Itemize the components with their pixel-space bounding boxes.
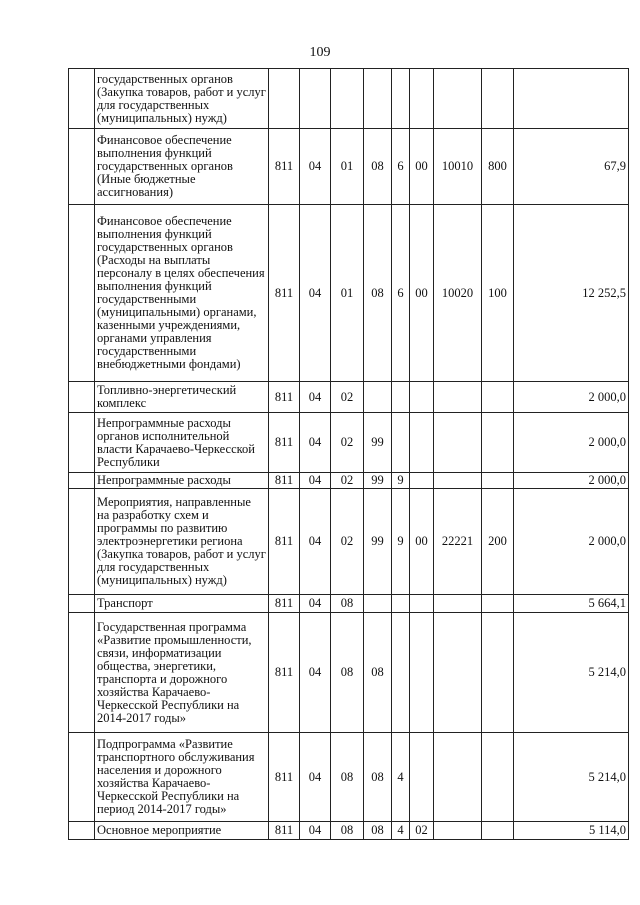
blank-cell [69, 129, 95, 205]
direction-code-cell [434, 613, 482, 733]
subprogram-code-cell [392, 382, 410, 413]
subprogram-code-cell [392, 613, 410, 733]
subprogram-code-cell: 9 [392, 473, 410, 489]
program-code-cell [364, 382, 392, 413]
program-code-cell: 08 [364, 822, 392, 840]
table-row [69, 733, 629, 822]
item-name-cell: Мероприятия, направленные на разработку схем и программы по развитию электроэнергетики региона (Закупка товаров, работ и услуг для государственных (муниципальных) нужд) [95, 489, 269, 595]
ministry-code-cell: 811 [269, 613, 300, 733]
section-code-cell [300, 69, 331, 129]
subprogram-code-cell: 6 [392, 205, 410, 382]
table-row [69, 413, 629, 473]
section-code-cell: 04 [300, 489, 331, 595]
expense-type-code-cell [482, 733, 514, 822]
blank-cell [69, 473, 95, 489]
amount-cell [514, 69, 629, 129]
item-name-cell: государственных органов (Закупка товаров, работ и услуг для государственных (муниципальных) нужд) [95, 69, 269, 129]
item-name-cell: Непрограммные расходы органов исполнительной власти Карачаево-Черкесской Республики [95, 413, 269, 473]
amount-cell: 12 252,5 [514, 205, 629, 382]
ministry-code-cell: 811 [269, 489, 300, 595]
table-row [69, 613, 629, 733]
expense-type-code-cell [482, 69, 514, 129]
blank-cell [69, 489, 95, 595]
blank-cell [69, 69, 95, 129]
table-row [69, 129, 629, 205]
subsection-code-cell [331, 69, 364, 129]
table-row [69, 595, 629, 613]
blank-cell [69, 382, 95, 413]
subsection-code-cell: 08 [331, 613, 364, 733]
direction-code-cell [434, 382, 482, 413]
direction-code-cell: 10020 [434, 205, 482, 382]
item-name-cell: Финансовое обеспечение выполнения функций государственных органов (Расходы на выплаты персоналу в целях обеспечения выполнения функций государственными (муниципальными) органами, казенными учреждениями, органами управления государственными внебюджетными фондами) [95, 205, 269, 382]
subsection-code-cell: 08 [331, 595, 364, 613]
subprogram-code-cell: 6 [392, 129, 410, 205]
ministry-code-cell: 811 [269, 205, 300, 382]
section-code-cell: 04 [300, 382, 331, 413]
subprogram-code-cell [392, 69, 410, 129]
budget-table [68, 68, 629, 840]
program-code-cell: 08 [364, 205, 392, 382]
expense-type-code-cell: 800 [482, 129, 514, 205]
amount-cell: 5 664,1 [514, 595, 629, 613]
subsection-code-cell: 02 [331, 489, 364, 595]
subsection-code-cell: 01 [331, 129, 364, 205]
activity-code-cell [410, 733, 434, 822]
activity-code-cell [410, 613, 434, 733]
expense-type-code-cell [482, 413, 514, 473]
table-row [69, 69, 629, 129]
subprogram-code-cell [392, 595, 410, 613]
amount-cell: 2 000,0 [514, 413, 629, 473]
section-code-cell: 04 [300, 733, 331, 822]
ministry-code-cell: 811 [269, 733, 300, 822]
item-name-cell: Основное мероприятие [95, 822, 269, 840]
activity-code-cell: 00 [410, 129, 434, 205]
activity-code-cell: 00 [410, 489, 434, 595]
item-name-cell: Непрограммные расходы [95, 473, 269, 489]
expense-type-code-cell: 200 [482, 489, 514, 595]
item-name-cell: Топливно-энергетический комплекс [95, 382, 269, 413]
table-row [69, 205, 629, 382]
program-code-cell: 08 [364, 613, 392, 733]
subsection-code-cell: 02 [331, 382, 364, 413]
direction-code-cell [434, 473, 482, 489]
section-code-cell: 04 [300, 595, 331, 613]
table-row [69, 473, 629, 489]
activity-code-cell [410, 595, 434, 613]
direction-code-cell [434, 822, 482, 840]
direction-code-cell [434, 733, 482, 822]
direction-code-cell [434, 413, 482, 473]
table-row [69, 489, 629, 595]
activity-code-cell [410, 413, 434, 473]
expense-type-code-cell: 100 [482, 205, 514, 382]
amount-cell: 67,9 [514, 129, 629, 205]
direction-code-cell [434, 69, 482, 129]
ministry-code-cell: 811 [269, 129, 300, 205]
page-number: 109 [309, 45, 331, 60]
program-code-cell: 99 [364, 473, 392, 489]
item-name-cell: Финансовое обеспечение выполнения функций государственных органов (Иные бюджетные ассигнования) [95, 129, 269, 205]
amount-cell: 5 114,0 [514, 822, 629, 840]
activity-code-cell: 02 [410, 822, 434, 840]
blank-cell [69, 595, 95, 613]
amount-cell: 5 214,0 [514, 733, 629, 822]
table-body [69, 69, 629, 840]
subprogram-code-cell: 4 [392, 822, 410, 840]
program-code-cell: 08 [364, 733, 392, 822]
amount-cell: 5 214,0 [514, 613, 629, 733]
ministry-code-cell: 811 [269, 413, 300, 473]
amount-cell: 2 000,0 [514, 382, 629, 413]
section-code-cell: 04 [300, 129, 331, 205]
program-code-cell: 99 [364, 413, 392, 473]
direction-code-cell [434, 595, 482, 613]
expense-type-code-cell [482, 613, 514, 733]
section-code-cell: 04 [300, 613, 331, 733]
table-row [69, 382, 629, 413]
ministry-code-cell [269, 69, 300, 129]
ministry-code-cell: 811 [269, 595, 300, 613]
section-code-cell: 04 [300, 822, 331, 840]
program-code-cell [364, 69, 392, 129]
expense-type-code-cell [482, 822, 514, 840]
blank-cell [69, 413, 95, 473]
ministry-code-cell: 811 [269, 473, 300, 489]
subsection-code-cell: 08 [331, 822, 364, 840]
activity-code-cell [410, 382, 434, 413]
blank-cell [69, 205, 95, 382]
expense-type-code-cell [482, 595, 514, 613]
section-code-cell: 04 [300, 205, 331, 382]
expense-type-code-cell [482, 473, 514, 489]
amount-cell: 2 000,0 [514, 489, 629, 595]
expense-type-code-cell [482, 382, 514, 413]
subsection-code-cell: 02 [331, 473, 364, 489]
subsection-code-cell: 08 [331, 733, 364, 822]
activity-code-cell: 00 [410, 205, 434, 382]
item-name-cell: Государственная программа «Развитие промышленности, связи, информатизации общества, энергетики, транспорта и дорожного хозяйства Карачаево-Черкесской Республики на 2014-2017 годы» [95, 613, 269, 733]
program-code-cell: 08 [364, 129, 392, 205]
blank-cell [69, 733, 95, 822]
direction-code-cell: 10010 [434, 129, 482, 205]
section-code-cell: 04 [300, 413, 331, 473]
item-name-cell: Подпрограмма «Развитие транспортного обслуживания населения и дорожного хозяйства Карачаево-Черкесской Республики на период 2014-2017 годы» [95, 733, 269, 822]
subprogram-code-cell: 9 [392, 489, 410, 595]
program-code-cell: 99 [364, 489, 392, 595]
direction-code-cell: 22221 [434, 489, 482, 595]
subprogram-code-cell: 4 [392, 733, 410, 822]
blank-cell [69, 613, 95, 733]
amount-cell: 2 000,0 [514, 473, 629, 489]
program-code-cell [364, 595, 392, 613]
blank-cell [69, 822, 95, 840]
item-name-cell: Транспорт [95, 595, 269, 613]
ministry-code-cell: 811 [269, 382, 300, 413]
activity-code-cell [410, 473, 434, 489]
section-code-cell: 04 [300, 473, 331, 489]
subsection-code-cell: 01 [331, 205, 364, 382]
subprogram-code-cell [392, 413, 410, 473]
subsection-code-cell: 02 [331, 413, 364, 473]
table-row [69, 822, 629, 840]
ministry-code-cell: 811 [269, 822, 300, 840]
activity-code-cell [410, 69, 434, 129]
